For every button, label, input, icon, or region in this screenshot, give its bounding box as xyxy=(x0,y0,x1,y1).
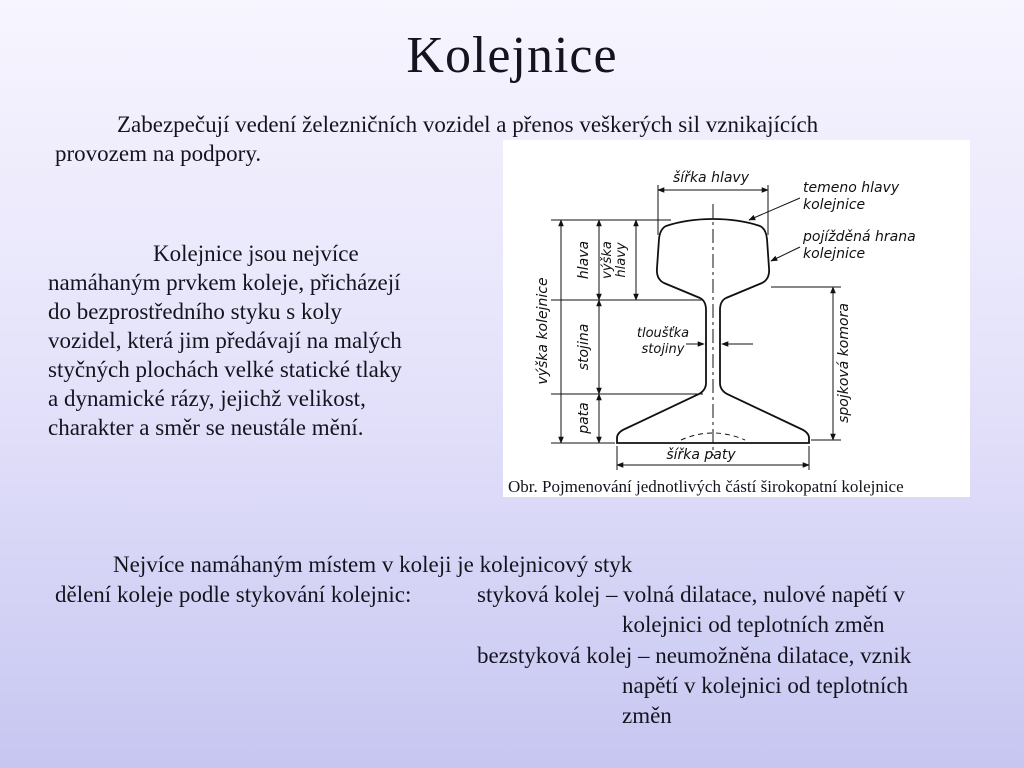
slide-title: Kolejnice xyxy=(406,27,618,84)
intro-line: Zabezpečují vedení železničních vozidel a přenos veškerých sil vznikajících xyxy=(117,112,819,137)
body-line: styčných plochách velké statické tlaky xyxy=(48,357,402,382)
body-line: a dynamické rázy, jejichž velikost, xyxy=(48,386,366,411)
body-line: vozidel, která jim předávají na malých xyxy=(48,328,402,353)
label-running-edge-line1: pojížděná hrana xyxy=(803,229,916,245)
bottom-division-label: dělení koleje podle stykování kolejnic: xyxy=(55,582,412,607)
bottom-jointed-track-line1: styková kolej – volná dilatace, nulové napětí v xyxy=(477,582,905,607)
label-head-crown-line1: temeno hlavy xyxy=(803,180,900,196)
label-web: stojina xyxy=(576,323,592,371)
label-head: hlava xyxy=(576,240,592,280)
bottom-jointed-track-line2: kolejnici od teplotních změn xyxy=(622,612,885,637)
label-web-thickness-line1: tloušťka xyxy=(636,326,690,341)
label-running-edge-line2: kolejnice xyxy=(803,246,866,262)
label-web-thickness-line2: stojiny xyxy=(641,342,685,357)
body-paragraph xyxy=(48,239,402,442)
figure-panel xyxy=(503,140,970,497)
body-line: namáhaným prvkem koleje, přicházejí xyxy=(48,270,401,295)
label-head-crown-line2: kolejnice xyxy=(803,197,866,213)
bottom-welded-track-line2: napětí v kolejnici od teplotních xyxy=(622,673,909,698)
rail-cross-section-diagram xyxy=(503,140,970,480)
bottom-line-joint: Nejvíce namáhaným místem v koleji je kolejnicový styk xyxy=(113,552,633,577)
body-line: do bezprostředního styku s koly xyxy=(48,299,342,324)
bottom-welded-track-line1: bezstyková kolej – neumožněna dilatace, vznik xyxy=(477,643,912,668)
bottom-welded-track-line3: změn xyxy=(622,703,672,728)
label-head-height-line1: výška xyxy=(600,241,615,279)
label-fishplate-chamber: spojková komora xyxy=(836,303,852,423)
label-rail-height: výška kolejnice xyxy=(535,277,551,385)
intro-line: provozem na podpory. xyxy=(55,141,262,166)
label-foot-width: šířka paty xyxy=(666,447,736,463)
label-head-height-line2: hlavy xyxy=(614,242,629,278)
body-line: Kolejnice jsou nejvíce xyxy=(153,241,359,266)
label-head-width: šířka hlavy xyxy=(673,170,749,186)
body-line: charakter a směr se neustále mění. xyxy=(48,415,364,440)
label-foot: pata xyxy=(576,402,592,434)
figure-caption: Obr. Pojmenování jednotlivých částí širokopatní kolejnice xyxy=(508,477,904,496)
